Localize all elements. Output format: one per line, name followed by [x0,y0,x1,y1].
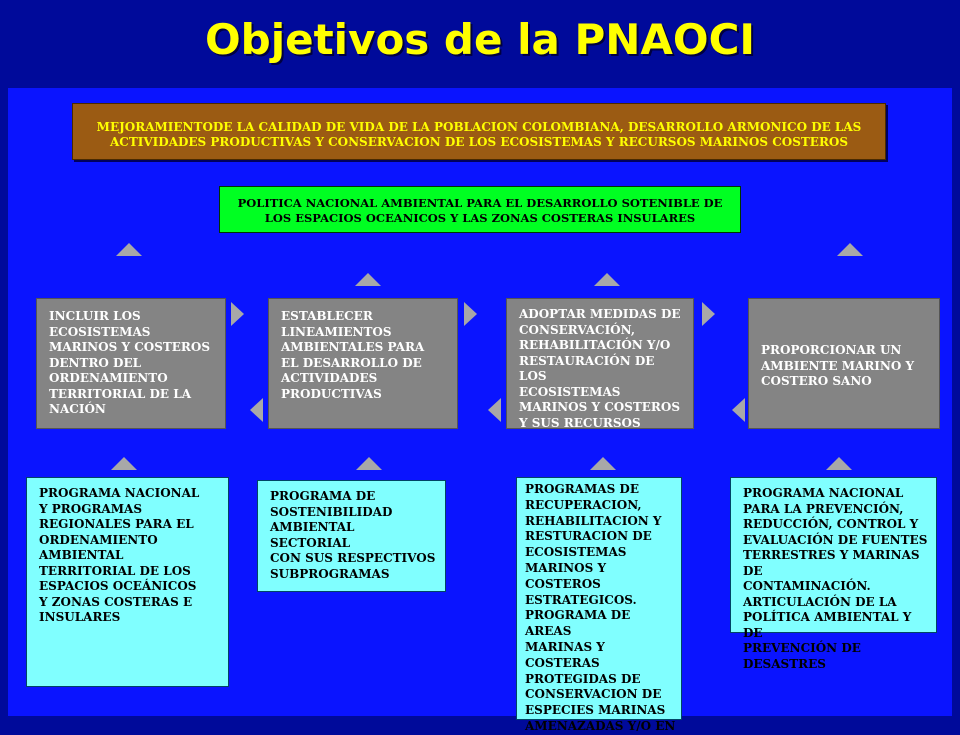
objective-box: PROPORCIONAR UN AMBIENTE MARINO Y COSTERO SANO [748,298,940,429]
arrow-up-icon [356,457,382,470]
program-box: PROGRAMA DE SOSTENIBILIDAD AMBIENTAL SECTORIAL CON SUS RESPECTIVOS SUBPROGRAMAS [257,480,446,592]
program-box: PROGRAMA NACIONAL Y PROGRAMAS REGIONALES PARA EL ORDENAMIENTO AMBIENTAL TERRITORIAL DE LOS ESPACIOS OCEÁNICOS Y ZONAS COSTERAS E INSULARES [26,477,229,687]
arrow-up-icon [837,243,863,256]
objective-box: INCLUIR LOS ECOSISTEMAS MARINOS Y COSTEROS DENTRO DEL ORDENAMIENTO TERRITORIAL DE LA NACIÓN [36,298,226,429]
arrow-up-icon [826,457,852,470]
objective-box: ADOPTAR MEDIDAS DE CONSERVACIÓN, REHABILITACIÓN Y/O RESTAURACIÓN DE LOS ECOSISTEMAS MARINOS Y COSTEROS Y SUS RECURSOS [506,298,694,429]
arrow-up-icon [594,273,620,286]
page-title: Objetivos de la PNAOCI [204,15,756,64]
arrow-left-icon [732,398,745,422]
arrow-right-icon [702,302,715,326]
program-box: PROGRAMA NACIONAL PARA LA PREVENCIÓN, REDUCCIÓN, CONTROL Y EVALUACIÓN DE FUENTES TERRESTRES Y MARINAS DE CONTAMINACIÓN. ARTICULACIÓN DE LA POLÍTICA AMBIENTAL Y DE PREVENCIÓN DE DESASTRES [730,477,937,633]
goal-box: MEJORAMIENTODE LA CALIDAD DE VIDA DE LA POBLACION COLOMBIANA, DESARROLLO ARMONICO DE LAS ACTIVIDADES PRODUCTIVAS Y CONSERVACION DE LOS ECOSISTEMAS Y RECURSOS MARINOS COSTEROS [72,103,886,160]
arrow-right-icon [464,302,477,326]
arrow-up-icon [111,457,137,470]
program-box: PROGRAMAS DE RECUPERACION, REHABILITACION Y RESTURACION DE ECOSISTEMAS MARINOS Y COSTEROS ESTRATEGICOS. PROGRAMA DE AREAS MARINAS Y COSTERAS PROTEGIDAS DE CONSERVACION DE ESPECIES MARINAS AMENAZADAS Y/O EN [516,477,682,720]
policy-box: POLITICA NACIONAL AMBIENTAL PARA EL DESARROLLO SOTENIBLE DE LOS ESPACIOS OCEANICOS Y LAS ZONAS COSTERAS INSULARES [219,186,741,233]
arrow-up-icon [116,243,142,256]
arrow-left-icon [250,398,263,422]
arrow-up-icon [355,273,381,286]
arrow-left-icon [488,398,501,422]
arrow-up-icon [590,457,616,470]
arrow-right-icon [231,302,244,326]
objective-box: ESTABLECER LINEAMIENTOS AMBIENTALES PARA EL DESARROLLO DE ACTIVIDADES PRODUCTIVAS [268,298,458,429]
